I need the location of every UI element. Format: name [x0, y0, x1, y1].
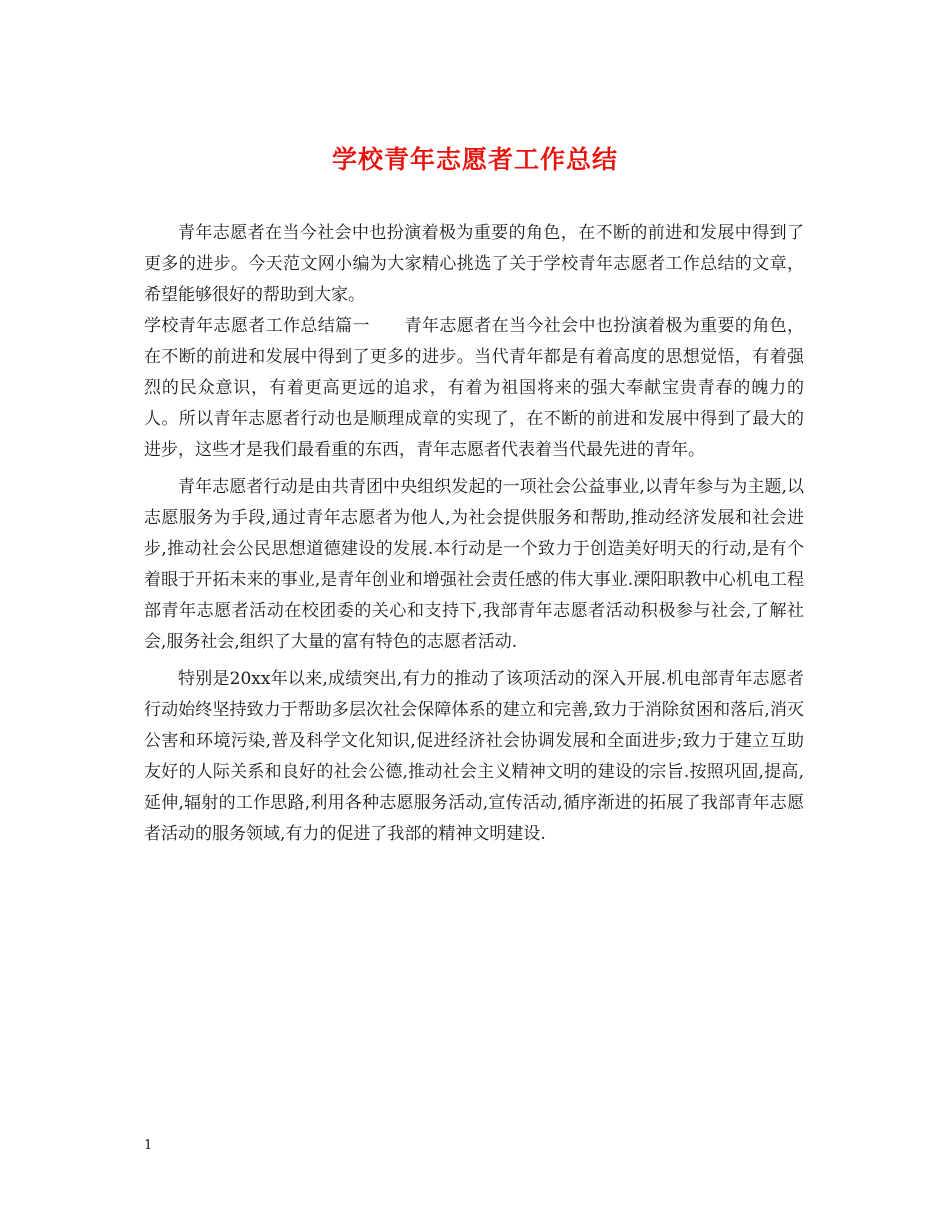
- intro-paragraph: 青年志愿者在当今社会中也扮演着极为重要的角色，在不断的前进和发展中得到了更多的进步。今天范文网小编为大家精心挑选了关于学校青年志愿者工作总结的文章，希望能够很好的帮助到大家。: [144, 223, 804, 305]
- document-body: [144, 218, 804, 850]
- page-number: 1: [144, 1138, 153, 1153]
- body-paragraph: 特别是20xx年以来,成绩突出,有力的推动了该项活动的深入开展.机电部青年志愿者行动始终坚持致力于帮助多层次社会保障体系的建立和完善,致力于消除贫困和落后,消灭公害和环境污染,普及科学文化知识,促进经济社会协调发展和全面进步;致力于建立互助友好的人际关系和良好的社会公德,推动社会主义精神文明的建设的宗旨.按照巩固,提高,延伸,辐射的工作思路,利用各种志愿服务活动,宣传活动,循序渐进的拓展了我部青年志愿者活动的服务领域,有力的促进了我部的精神文明建设.: [144, 669, 804, 844]
- body-paragraph: 青年志愿者行动是由共青团中央组织发起的一项社会公益事业,以青年参与为主题,以志愿服务为手段,通过青年志愿者为他人,为社会提供服务和帮助,推动经济发展和社会进步,推动社会公民思想道德建设的发展.本行动是一个致力于创造美好明天的行动,是有个着眼于开拓未来的事业,是青年创业和增强社会责任感的伟大事业.溧阳职教中心机电工程部青年志愿者活动在校团委的关心和支持下,我部青年志愿者活动积极参与社会,了解社会,服务社会,组织了大量的富有特色的志愿者活动.: [144, 477, 804, 652]
- section-one-paragraph: 学校青年志愿者工作总结篇一 青年志愿者在当今社会中也扮演着极为重要的角色，在不断的前进和发展中得到了更多的进步。当代青年都是有着高度的思想觉悟，有着强烈的民众意识，有着更高更远的追求，有着为祖国将来的强大奉献宝贵青春的魄力的人。所以青年志愿者行动也是顺理成章的实现了，在不断的前进和发展中得到了最大的进步，这些才是我们最看重的东西，青年志愿者代表着当代最先进的青年。: [144, 316, 804, 460]
- document-title: 学校青年志愿者工作总结: [331, 145, 618, 174]
